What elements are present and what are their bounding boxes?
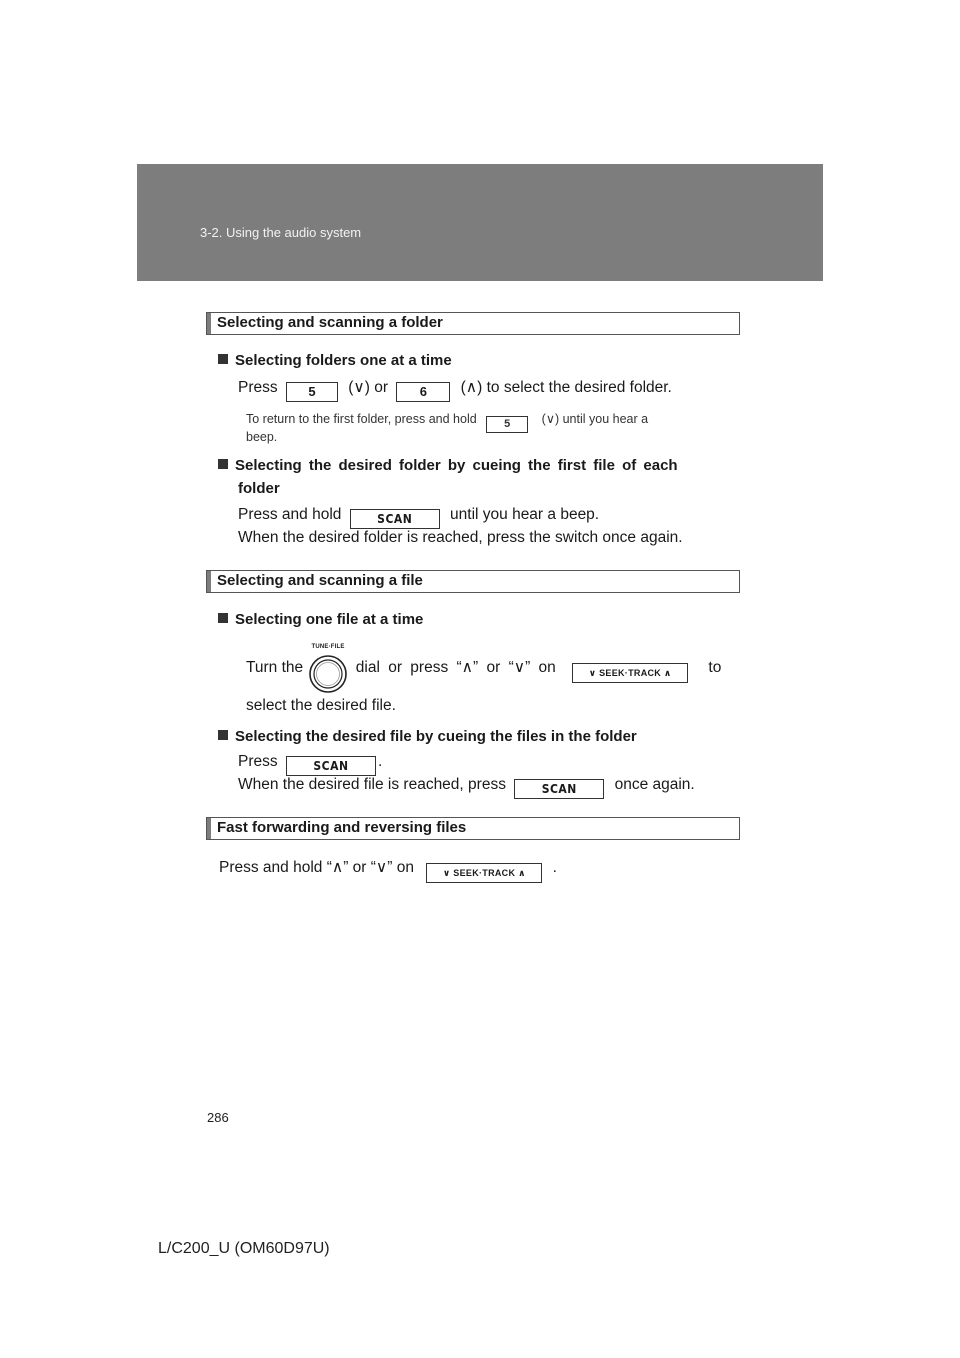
dial-label: TUNE·FILE bbox=[311, 644, 345, 650]
bullet-square-icon bbox=[218, 459, 228, 469]
section-heading-label: Fast forwarding and reversing files bbox=[217, 819, 467, 836]
scan-button[interactable]: SCAN bbox=[286, 756, 376, 776]
section-heading-label: Selecting and scanning a file bbox=[217, 572, 423, 589]
instruction-line: Press 5 (∨) or 6 (∧) to select the desired folder. bbox=[238, 378, 672, 402]
section-heading-tab bbox=[207, 313, 211, 334]
subheading-folders-one-at-a-time: Selecting folders one at a time bbox=[218, 352, 452, 369]
section-heading-file bbox=[206, 570, 740, 593]
preset-5-button[interactable]: 5 bbox=[286, 382, 338, 402]
section-heading-label: Selecting and scanning a folder bbox=[217, 314, 443, 331]
page-number: 286 bbox=[207, 1110, 229, 1125]
subheading-one-file-at-a-time: Selecting one file at a time bbox=[218, 611, 423, 628]
instruction-line: select the desired file. bbox=[246, 697, 396, 714]
bullet-square-icon bbox=[218, 354, 228, 364]
header-band bbox=[137, 164, 823, 281]
note-line: beep. bbox=[246, 430, 278, 444]
tune-file-dial-icon bbox=[307, 653, 349, 695]
section-heading-folder bbox=[206, 312, 740, 335]
footer-code: L/C200_U (OM60D97U) bbox=[158, 1240, 330, 1257]
subheading-cueing-files: Selecting the desired file by cueing the files in the folder bbox=[218, 728, 637, 745]
preset-6-button[interactable]: 6 bbox=[396, 382, 450, 402]
instruction-line: Press and hold “∧” or “∨” on ∨ SEEK·TRACK ∧ . bbox=[219, 858, 557, 883]
instruction-line: Press and hold SCAN until you hear a beep. bbox=[238, 506, 599, 529]
note-line: To return to the first folder, press and hold 5 (∨) until you hear a bbox=[246, 411, 648, 433]
section-heading-fast-forward bbox=[206, 817, 740, 840]
seek-track-button[interactable]: ∨ SEEK·TRACK ∧ bbox=[572, 663, 688, 683]
instruction-line: When the desired folder is reached, press the switch once again. bbox=[238, 529, 683, 546]
instruction-line: When the desired file is reached, press SCAN once again. bbox=[238, 776, 695, 799]
tune-file-dial[interactable] bbox=[307, 644, 349, 694]
preset-5-button[interactable]: 5 bbox=[486, 416, 528, 433]
bullet-square-icon bbox=[218, 730, 228, 740]
instruction-line: Turn the TUNE·FILE dial or press “∧” or “∨” on ∨ SEEK·TRACK ∧ to bbox=[246, 644, 721, 694]
instruction-line: Press SCAN . bbox=[238, 753, 382, 776]
scan-button[interactable]: SCAN bbox=[514, 779, 604, 799]
bullet-square-icon bbox=[218, 613, 228, 623]
scan-button[interactable]: SCAN bbox=[350, 509, 440, 529]
subheading-cueing-first-file: Selecting the desired folder by cueing the first file of each bbox=[218, 457, 678, 474]
seek-track-button[interactable]: ∨ SEEK·TRACK ∧ bbox=[426, 863, 542, 883]
subheading-cueing-first-file-cont: folder bbox=[238, 480, 280, 497]
section-header-title: 3-2. Using the audio system bbox=[200, 225, 362, 240]
section-heading-tab bbox=[207, 571, 211, 592]
section-heading-tab bbox=[207, 818, 211, 839]
